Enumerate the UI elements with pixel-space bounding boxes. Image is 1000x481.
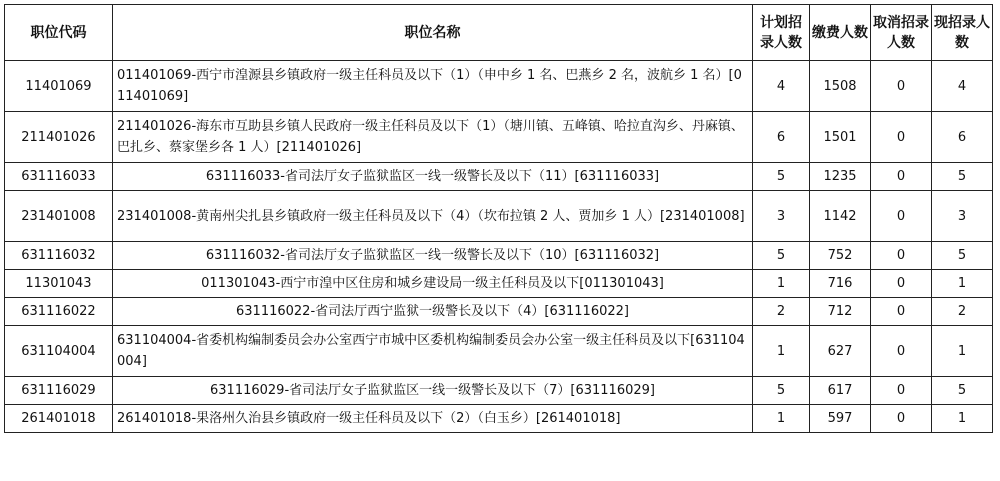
cell-name: 631116032-省司法厅女子监狱监区一线一级警长及以下（10）[631116032] (113, 242, 753, 270)
header-row (5, 5, 993, 61)
table-row (5, 191, 993, 242)
table-row (5, 326, 993, 377)
cell-planned: 6 (753, 112, 810, 163)
cell-name: 231401008-黄南州尖扎县乡镇政府一级主任科员及以下（4）（坎布拉镇 2 人、贾加乡 1 人）[231401008] (113, 191, 753, 242)
cell-name: 261401018-果洛州久治县乡镇政府一级主任科员及以下（2）（白玉乡）[261401018] (113, 405, 753, 433)
cell-paid: 597 (810, 405, 871, 433)
cell-cancelled: 0 (871, 405, 932, 433)
header-name: 职位名称 (113, 5, 753, 61)
cell-current: 1 (932, 326, 993, 377)
cell-name: 631116029-省司法厅女子监狱监区一线一级警长及以下（7）[631116029] (113, 377, 753, 405)
cell-current: 1 (932, 270, 993, 298)
cell-name: 211401026-海东市互助县乡镇人民政府一级主任科员及以下（1）（塘川镇、五峰镇、哈拉直沟乡、丹麻镇、巴扎乡、蔡家堡乡各 1 人）[211401026] (113, 112, 753, 163)
cell-current: 1 (932, 405, 993, 433)
table-row (5, 163, 993, 191)
cell-code: 631116032 (5, 242, 113, 270)
header-current: 现招录人数 (932, 5, 993, 61)
cell-cancelled: 0 (871, 163, 932, 191)
cell-cancelled: 0 (871, 112, 932, 163)
cell-name: 011301043-西宁市湟中区住房和城乡建设局一级主任科员及以下[011301043] (113, 270, 753, 298)
cell-planned: 2 (753, 298, 810, 326)
cell-cancelled: 0 (871, 298, 932, 326)
cell-current: 3 (932, 191, 993, 242)
cell-paid: 1142 (810, 191, 871, 242)
cell-paid: 1501 (810, 112, 871, 163)
cell-current: 5 (932, 242, 993, 270)
cell-name: 631104004-省委机构编制委员会办公室西宁市城中区委机构编制委员会办公室一级主任科员及以下[631104004] (113, 326, 753, 377)
header-cancelled: 取消招录人数 (871, 5, 932, 61)
cell-paid: 752 (810, 242, 871, 270)
cell-current: 5 (932, 163, 993, 191)
cell-cancelled: 0 (871, 61, 932, 112)
cell-code: 631116033 (5, 163, 113, 191)
table-row (5, 405, 993, 433)
recruitment-table (4, 4, 993, 433)
cell-cancelled: 0 (871, 191, 932, 242)
table-row (5, 377, 993, 405)
cell-planned: 1 (753, 270, 810, 298)
cell-current: 2 (932, 298, 993, 326)
cell-code: 631116029 (5, 377, 113, 405)
cell-code: 11301043 (5, 270, 113, 298)
table-row (5, 112, 993, 163)
cell-current: 5 (932, 377, 993, 405)
cell-paid: 1235 (810, 163, 871, 191)
cell-code: 231401008 (5, 191, 113, 242)
cell-name: 631116022-省司法厅西宁监狱一级警长及以下（4）[631116022] (113, 298, 753, 326)
cell-cancelled: 0 (871, 242, 932, 270)
cell-paid: 712 (810, 298, 871, 326)
table-row (5, 298, 993, 326)
cell-current: 6 (932, 112, 993, 163)
cell-paid: 627 (810, 326, 871, 377)
table-row (5, 61, 993, 112)
cell-planned: 5 (753, 377, 810, 405)
table-row (5, 242, 993, 270)
cell-cancelled: 0 (871, 270, 932, 298)
cell-code: 631116022 (5, 298, 113, 326)
cell-code: 631104004 (5, 326, 113, 377)
cell-current: 4 (932, 61, 993, 112)
cell-name: 631116033-省司法厅女子监狱监区一线一级警长及以下（11）[631116033] (113, 163, 753, 191)
cell-planned: 5 (753, 163, 810, 191)
cell-name: 011401069-西宁市湟源县乡镇政府一级主任科员及以下（1）（申中乡 1 名、巴燕乡 2 名，波航乡 1 名）[011401069] (113, 61, 753, 112)
cell-planned: 5 (753, 242, 810, 270)
cell-planned: 1 (753, 326, 810, 377)
header-code: 职位代码 (5, 5, 113, 61)
cell-planned: 4 (753, 61, 810, 112)
header-planned: 计划招录人数 (753, 5, 810, 61)
cell-paid: 716 (810, 270, 871, 298)
cell-code: 261401018 (5, 405, 113, 433)
cell-paid: 1508 (810, 61, 871, 112)
header-paid: 缴费人数 (810, 5, 871, 61)
cell-code: 11401069 (5, 61, 113, 112)
cell-code: 211401026 (5, 112, 113, 163)
cell-cancelled: 0 (871, 377, 932, 405)
cell-cancelled: 0 (871, 326, 932, 377)
cell-planned: 1 (753, 405, 810, 433)
cell-paid: 617 (810, 377, 871, 405)
cell-planned: 3 (753, 191, 810, 242)
table-row (5, 270, 993, 298)
